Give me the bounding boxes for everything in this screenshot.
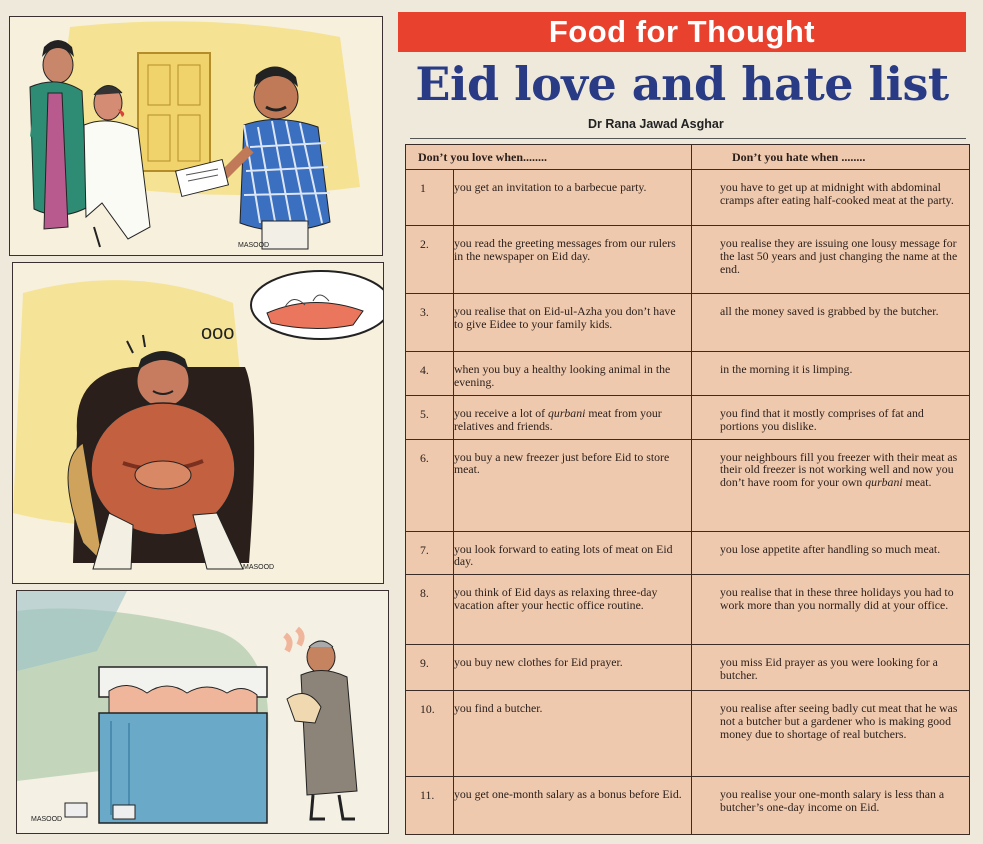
hate-cell: you realise that in these three holidays you had to work more than you normally did at your office. — [692, 575, 970, 645]
love-cell: you find a butcher. — [454, 691, 692, 777]
table-row — [406, 531, 970, 575]
article-headline: Eid love and hate list — [415, 57, 949, 111]
love-cell: you read the greeting messages from our rulers in the newspaper on Eid day. — [454, 226, 692, 294]
love-cell: you get an invitation to a barbecue party. — [454, 170, 692, 226]
row-number: 8. — [406, 575, 454, 645]
table-row — [406, 691, 970, 777]
cartoon-freezer — [17, 591, 388, 833]
love-cell — [454, 396, 692, 440]
hate-cell: all the money saved is grabbed by the butcher. — [692, 294, 970, 352]
love-text-pre: you receive a lot of — [454, 406, 549, 420]
hate-cell — [692, 439, 970, 531]
section-banner: Food for Thought — [398, 12, 966, 52]
hate-cell: you lose appetite after handling so much meat. — [692, 531, 970, 575]
table-row — [406, 439, 970, 531]
love-cell: when you buy a healthy looking animal in the evening. — [454, 352, 692, 396]
row-number: 4. — [406, 352, 454, 396]
love-text-emphasis: qurbani — [548, 406, 586, 420]
byline-divider — [410, 138, 966, 139]
hate-cell: you realise after seeing badly cut meat that he was not a butcher but a gardener who is making good money due to shortage of real butchers. — [692, 691, 970, 777]
table-row — [406, 352, 970, 396]
hate-cell: you realise they are issuing one lousy message for the last 50 years and just changing the name at the end. — [692, 226, 970, 294]
hate-text-post: meat. — [902, 475, 932, 490]
table-row — [406, 777, 970, 835]
row-number: 5. — [406, 396, 454, 440]
cartoon-gift-invitation — [10, 17, 382, 255]
love-cell: you get one-month salary as a bonus before Eid. — [454, 777, 692, 835]
hate-column-header: Don’t you hate when ........ — [692, 145, 970, 170]
thought-bubble-text: ooo — [201, 322, 235, 344]
hate-cell: you realise your one-month salary is less than a butcher’s one-day income on Eid. — [692, 777, 970, 835]
hate-text-emphasis: qurbani — [865, 475, 903, 490]
row-number: 10. — [406, 691, 454, 777]
cartoon-panel-3 — [16, 590, 389, 834]
hate-cell: you find that it mostly comprises of fat and portions you dislike. — [692, 396, 970, 440]
table-row — [406, 575, 970, 645]
love-text-post: meat from your relatives and friends. — [454, 406, 662, 433]
artist-signature: MASOOD — [243, 564, 275, 571]
love-cell: you realise that on Eid-ul-Azha you don’t have to give Eidee to your family kids. — [454, 294, 692, 352]
artist-signature: MASOOD — [31, 816, 63, 823]
love-cell: you think of Eid days as relaxing three-day vacation after your hectic office routine. — [454, 575, 692, 645]
table-header-row — [406, 145, 970, 170]
cartoon-panel-2 — [12, 262, 384, 584]
hate-cell: you miss Eid prayer as you were looking for a butcher. — [692, 645, 970, 691]
table-row — [406, 170, 970, 226]
hate-text-pre: your neighbours fill you freezer with their meat as their old freezer is not working well and now you don’t have room for your own — [720, 449, 958, 490]
row-number: 11. — [406, 777, 454, 835]
artist-signature: MASOOD — [238, 242, 270, 249]
table-row — [406, 294, 970, 352]
row-number: 1 — [406, 170, 454, 226]
table-row — [406, 226, 970, 294]
row-number: 9. — [406, 645, 454, 691]
love-cell: you buy new clothes for Eid prayer. — [454, 645, 692, 691]
love-cell: you buy a new freezer just before Eid to store meat. — [454, 439, 692, 531]
love-cell: you look forward to eating lots of meat on Eid day. — [454, 531, 692, 575]
row-number: 2. — [406, 226, 454, 294]
author-byline: Dr Rana Jawad Asghar — [588, 117, 724, 131]
cartoon-full-stomach — [13, 263, 383, 583]
row-number: 3. — [406, 294, 454, 352]
hate-cell: in the morning it is limping. — [692, 352, 970, 396]
row-number: 7. — [406, 531, 454, 575]
table-row — [406, 396, 970, 440]
hate-cell: you have to get up at midnight with abdominal cramps after eating half-cooked meat at the party. — [692, 170, 970, 226]
love-column-header: Don’t you love when........ — [406, 145, 692, 170]
cartoon-panel-1 — [9, 16, 383, 256]
love-hate-table — [405, 144, 970, 835]
row-number: 6. — [406, 439, 454, 531]
table-row — [406, 645, 970, 691]
